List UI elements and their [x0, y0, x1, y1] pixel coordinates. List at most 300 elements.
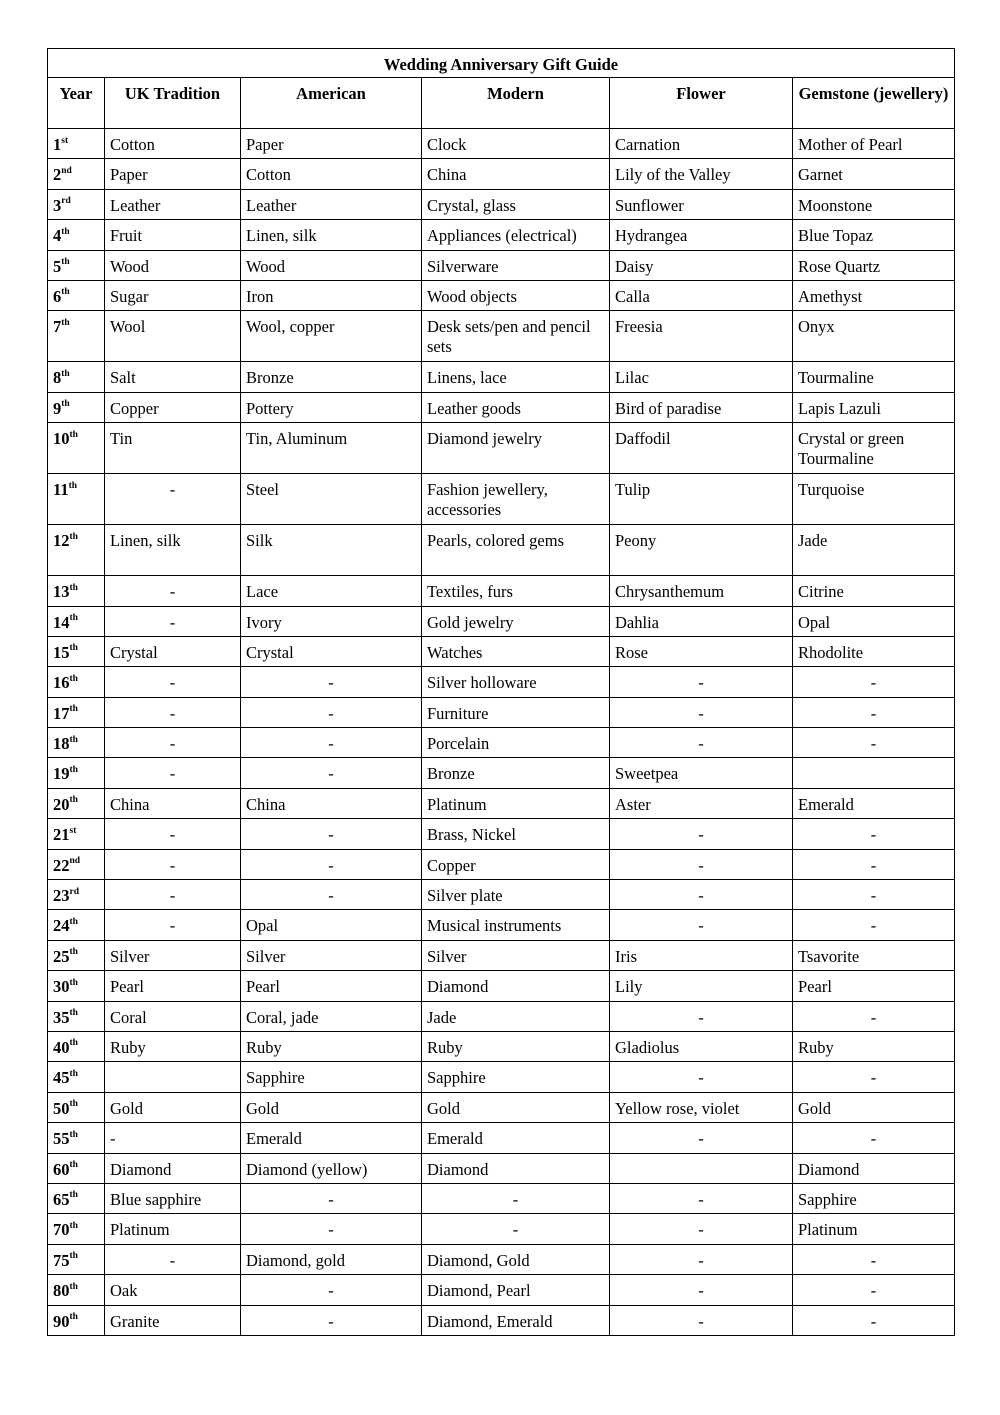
year-number: 12	[53, 531, 70, 551]
year-ordinal-suffix: rd	[69, 886, 79, 897]
flower-cell: Lilac	[610, 362, 793, 392]
flower-cell: Lily	[610, 971, 793, 1001]
year-cell	[48, 1275, 105, 1305]
table-row	[48, 1031, 955, 1061]
gemstone-cell: -	[793, 728, 955, 758]
year-ordinal-suffix: th	[69, 977, 78, 988]
year-ordinal-suffix: th	[69, 1281, 78, 1292]
modern-cell: -	[422, 1183, 610, 1213]
year-ordinal-suffix: nd	[61, 165, 72, 176]
american-cell: Emerald	[241, 1123, 422, 1153]
table-row	[48, 728, 955, 758]
gemstone-cell: Sapphire	[793, 1183, 955, 1213]
modern-cell: Pearls, colored gems	[422, 525, 610, 576]
year-cell	[48, 819, 105, 849]
american-cell: Opal	[241, 910, 422, 940]
uk-tradition-cell: Platinum	[105, 1214, 241, 1244]
table-row	[48, 392, 955, 422]
modern-cell: Linens, lace	[422, 362, 610, 392]
uk-tradition-cell: -	[105, 1244, 241, 1274]
uk-tradition-cell: Sugar	[105, 280, 241, 310]
table-title: Wedding Anniversary Gift Guide	[48, 49, 955, 78]
modern-cell: Fashion jewellery, accessories	[422, 474, 610, 525]
gemstone-cell: Platinum	[793, 1214, 955, 1244]
column-header-flower: Flower	[610, 78, 793, 129]
year-ordinal-suffix: rd	[61, 196, 71, 207]
table-body	[48, 129, 955, 1336]
flower-cell: -	[610, 1062, 793, 1092]
year-cell	[48, 1062, 105, 1092]
table-row	[48, 667, 955, 697]
flower-cell: Hydrangea	[610, 220, 793, 250]
year-number: 19	[53, 764, 70, 784]
american-cell: Gold	[241, 1092, 422, 1122]
flower-cell	[610, 1153, 793, 1183]
american-cell: Wool, copper	[241, 311, 422, 362]
gemstone-cell: Mother of Pearl	[793, 129, 955, 159]
year-cell	[48, 910, 105, 940]
modern-cell: Musical instruments	[422, 910, 610, 940]
table-row	[48, 636, 955, 666]
gemstone-cell: Rhodolite	[793, 636, 955, 666]
flower-cell: -	[610, 1275, 793, 1305]
year-cell	[48, 576, 105, 606]
american-cell: -	[241, 1275, 422, 1305]
gift-guide-table	[47, 48, 955, 1336]
column-header-gemstone: Gemstone (jewellery)	[793, 78, 955, 129]
year-number: 35	[53, 1007, 70, 1027]
table-row	[48, 971, 955, 1001]
modern-cell: Silver	[422, 940, 610, 970]
year-cell	[48, 189, 105, 219]
flower-cell: -	[610, 667, 793, 697]
uk-tradition-cell: -	[105, 880, 241, 910]
table-row	[48, 129, 955, 159]
table-row	[48, 1305, 955, 1335]
uk-tradition-cell: Wood	[105, 250, 241, 280]
uk-tradition-cell: -	[105, 606, 241, 636]
year-number: 70	[53, 1220, 70, 1240]
uk-tradition-cell: Salt	[105, 362, 241, 392]
flower-cell: Calla	[610, 280, 793, 310]
year-number: 23	[53, 886, 70, 906]
gemstone-cell: -	[793, 1123, 955, 1153]
american-cell: Wood	[241, 250, 422, 280]
uk-tradition-cell: China	[105, 788, 241, 818]
modern-cell: Platinum	[422, 788, 610, 818]
modern-cell: Jade	[422, 1001, 610, 1031]
year-number: 25	[53, 946, 70, 966]
modern-cell: Leather goods	[422, 392, 610, 422]
year-cell	[48, 1031, 105, 1061]
modern-cell: Watches	[422, 636, 610, 666]
modern-cell: Diamond jewelry	[422, 423, 610, 474]
year-ordinal-suffix: nd	[69, 856, 81, 867]
gemstone-cell: Crystal or green Tourmaline	[793, 423, 955, 474]
american-cell: Diamond (yellow)	[241, 1153, 422, 1183]
gemstone-cell: -	[793, 1062, 955, 1092]
gemstone-cell: -	[793, 667, 955, 697]
modern-cell: China	[422, 159, 610, 189]
modern-cell: Silver holloware	[422, 667, 610, 697]
modern-cell: Furniture	[422, 697, 610, 727]
year-cell	[48, 697, 105, 727]
uk-tradition-cell	[105, 1062, 241, 1092]
gemstone-cell: Blue Topaz	[793, 220, 955, 250]
year-ordinal-suffix: th	[69, 734, 78, 745]
year-ordinal-suffix: th	[69, 1038, 78, 1049]
american-cell: Cotton	[241, 159, 422, 189]
flower-cell: -	[610, 910, 793, 940]
american-cell: Lace	[241, 576, 422, 606]
year-cell	[48, 474, 105, 525]
year-ordinal-suffix: th	[69, 613, 78, 624]
uk-tradition-cell: -	[105, 474, 241, 525]
year-number: 50	[53, 1098, 70, 1118]
year-cell	[48, 1001, 105, 1031]
year-number: 90	[53, 1311, 70, 1331]
uk-tradition-cell: Oak	[105, 1275, 241, 1305]
modern-cell: Diamond, Gold	[422, 1244, 610, 1274]
year-ordinal-suffix: th	[69, 1312, 78, 1322]
uk-tradition-cell: -	[105, 819, 241, 849]
table-row	[48, 1183, 955, 1213]
year-number: 80	[53, 1281, 70, 1301]
modern-cell: Crystal, glass	[422, 189, 610, 219]
american-cell: Ruby	[241, 1031, 422, 1061]
american-cell: Diamond, gold	[241, 1244, 422, 1274]
year-cell	[48, 1214, 105, 1244]
uk-tradition-cell: -	[105, 849, 241, 879]
year-cell	[48, 1153, 105, 1183]
american-cell: Iron	[241, 280, 422, 310]
american-cell: Coral, jade	[241, 1001, 422, 1031]
year-ordinal-suffix: th	[69, 531, 78, 542]
year-cell	[48, 667, 105, 697]
year-number: 65	[53, 1189, 70, 1209]
flower-cell: Carnation	[610, 129, 793, 159]
year-ordinal-suffix: th	[69, 795, 78, 806]
modern-cell: Copper	[422, 849, 610, 879]
gemstone-cell: -	[793, 849, 955, 879]
modern-cell: Clock	[422, 129, 610, 159]
year-ordinal-suffix: th	[61, 399, 70, 410]
gemstone-cell: Amethyst	[793, 280, 955, 310]
american-cell: Ivory	[241, 606, 422, 636]
flower-cell: Yellow rose, violet	[610, 1092, 793, 1122]
year-ordinal-suffix: th	[69, 1190, 78, 1201]
column-header-modern: Modern	[422, 78, 610, 129]
table-row	[48, 1244, 955, 1274]
flower-cell: Lily of the Valley	[610, 159, 793, 189]
modern-cell: Wood objects	[422, 280, 610, 310]
american-cell: Tin, Aluminum	[241, 423, 422, 474]
modern-cell: Gold	[422, 1092, 610, 1122]
column-header-american: American	[241, 78, 422, 129]
gemstone-cell: Ruby	[793, 1031, 955, 1061]
year-ordinal-suffix: th	[69, 1068, 78, 1079]
modern-cell: Porcelain	[422, 728, 610, 758]
year-cell	[48, 1244, 105, 1274]
table-row	[48, 940, 955, 970]
uk-tradition-cell: Tin	[105, 423, 241, 474]
uk-tradition-cell: Wool	[105, 311, 241, 362]
year-ordinal-suffix: th	[68, 480, 78, 491]
year-ordinal-suffix: th	[61, 317, 70, 328]
flower-cell: Bird of paradise	[610, 392, 793, 422]
table-row	[48, 1123, 955, 1153]
uk-tradition-cell: Pearl	[105, 971, 241, 1001]
uk-tradition-cell: Fruit	[105, 220, 241, 250]
uk-tradition-cell: -	[105, 758, 241, 788]
table-row	[48, 1214, 955, 1244]
year-cell	[48, 636, 105, 666]
modern-cell: Sapphire	[422, 1062, 610, 1092]
year-cell	[48, 525, 105, 576]
year-cell	[48, 423, 105, 474]
gemstone-cell: Gold	[793, 1092, 955, 1122]
american-cell: Sapphire	[241, 1062, 422, 1092]
uk-tradition-cell: Leather	[105, 189, 241, 219]
year-cell	[48, 1092, 105, 1122]
table-row	[48, 606, 955, 636]
year-ordinal-suffix: th	[69, 916, 78, 927]
modern-cell: Silverware	[422, 250, 610, 280]
american-cell: Steel	[241, 474, 422, 525]
table-row	[48, 189, 955, 219]
year-ordinal-suffix: th	[69, 582, 78, 593]
table-row	[48, 362, 955, 392]
table-row	[48, 250, 955, 280]
flower-cell: Freesia	[610, 311, 793, 362]
flower-cell: -	[610, 1123, 793, 1153]
table-row	[48, 697, 955, 727]
uk-tradition-cell: Crystal	[105, 636, 241, 666]
year-cell	[48, 280, 105, 310]
uk-tradition-cell: -	[105, 576, 241, 606]
american-cell: -	[241, 667, 422, 697]
american-cell: Bronze	[241, 362, 422, 392]
table-row	[48, 423, 955, 474]
flower-cell: Dahlia	[610, 606, 793, 636]
year-ordinal-suffix: th	[69, 643, 78, 654]
flower-cell: Peony	[610, 525, 793, 576]
gemstone-cell: Opal	[793, 606, 955, 636]
flower-cell: Gladiolus	[610, 1031, 793, 1061]
year-cell	[48, 880, 105, 910]
year-ordinal-suffix: th	[69, 1099, 78, 1110]
flower-cell: Daisy	[610, 250, 793, 280]
table-row	[48, 159, 955, 189]
year-ordinal-suffix: th	[69, 673, 78, 684]
gemstone-cell: -	[793, 910, 955, 940]
year-ordinal-suffix: th	[69, 1008, 78, 1019]
flower-cell: -	[610, 880, 793, 910]
year-cell	[48, 971, 105, 1001]
year-ordinal-suffix: th	[69, 764, 78, 775]
year-ordinal-suffix: th	[69, 947, 78, 958]
american-cell: Paper	[241, 129, 422, 159]
year-cell	[48, 362, 105, 392]
uk-tradition-cell: -	[105, 697, 241, 727]
flower-cell: -	[610, 1183, 793, 1213]
year-number: 60	[53, 1159, 70, 1179]
year-ordinal-suffix: st	[69, 825, 77, 836]
american-cell: Silk	[241, 525, 422, 576]
uk-tradition-cell: Linen, silk	[105, 525, 241, 576]
uk-tradition-cell: -	[105, 910, 241, 940]
year-ordinal-suffix: th	[69, 1220, 78, 1231]
uk-tradition-cell: Gold	[105, 1092, 241, 1122]
gemstone-cell: -	[793, 697, 955, 727]
table-row	[48, 474, 955, 525]
column-header-uk-tradition: UK Tradition	[105, 78, 241, 129]
modern-cell: Gold jewelry	[422, 606, 610, 636]
uk-tradition-cell: Diamond	[105, 1153, 241, 1183]
year-cell	[48, 129, 105, 159]
american-cell: -	[241, 1214, 422, 1244]
year-cell	[48, 758, 105, 788]
gemstone-cell: Pearl	[793, 971, 955, 1001]
flower-cell: Sweetpea	[610, 758, 793, 788]
modern-cell: Emerald	[422, 1123, 610, 1153]
modern-cell: Desk sets/pen and pencil sets	[422, 311, 610, 362]
flower-cell: Rose	[610, 636, 793, 666]
year-number: 8	[53, 368, 62, 388]
year-cell	[48, 1305, 105, 1335]
modern-cell: Diamond	[422, 1153, 610, 1183]
american-cell: Pearl	[241, 971, 422, 1001]
year-cell	[48, 250, 105, 280]
year-ordinal-suffix: th	[69, 704, 78, 715]
american-cell: -	[241, 1183, 422, 1213]
modern-cell: Brass, Nickel	[422, 819, 610, 849]
american-cell: China	[241, 788, 422, 818]
flower-cell: -	[610, 728, 793, 758]
year-number: 14	[53, 612, 70, 632]
gemstone-cell: Tourmaline	[793, 362, 955, 392]
flower-cell: Tulip	[610, 474, 793, 525]
table-row	[48, 1275, 955, 1305]
uk-tradition-cell: Paper	[105, 159, 241, 189]
table-row	[48, 1153, 955, 1183]
year-number: 16	[53, 673, 70, 693]
year-number: 18	[53, 734, 70, 754]
gemstone-cell: -	[793, 1305, 955, 1335]
year-cell	[48, 849, 105, 879]
flower-cell: -	[610, 1244, 793, 1274]
gemstone-cell: -	[793, 1275, 955, 1305]
flower-cell: Iris	[610, 940, 793, 970]
year-number: 10	[53, 429, 70, 449]
year-cell	[48, 392, 105, 422]
year-ordinal-suffix: th	[69, 1251, 78, 1262]
american-cell: -	[241, 728, 422, 758]
gemstone-cell	[793, 758, 955, 788]
flower-cell: -	[610, 1214, 793, 1244]
year-number: 13	[53, 582, 70, 602]
uk-tradition-cell: Granite	[105, 1305, 241, 1335]
table-row	[48, 1062, 955, 1092]
year-number: 45	[53, 1068, 70, 1088]
uk-tradition-cell: -	[105, 728, 241, 758]
year-number: 4	[53, 226, 62, 246]
year-cell	[48, 159, 105, 189]
table-row	[48, 1092, 955, 1122]
flower-cell: -	[610, 849, 793, 879]
year-number: 6	[53, 286, 62, 306]
uk-tradition-cell: Copper	[105, 392, 241, 422]
gemstone-cell: Moonstone	[793, 189, 955, 219]
american-cell: Crystal	[241, 636, 422, 666]
flower-cell: Sunflower	[610, 189, 793, 219]
flower-cell: -	[610, 1305, 793, 1335]
american-cell: Silver	[241, 940, 422, 970]
year-ordinal-suffix: th	[69, 429, 78, 440]
table-row	[48, 576, 955, 606]
flower-cell: -	[610, 1001, 793, 1031]
gemstone-cell: Rose Quartz	[793, 250, 955, 280]
american-cell: -	[241, 1305, 422, 1335]
american-cell: Linen, silk	[241, 220, 422, 250]
year-cell	[48, 1123, 105, 1153]
table-row	[48, 910, 955, 940]
year-number: 3	[53, 195, 62, 215]
table-row	[48, 788, 955, 818]
gemstone-cell: Citrine	[793, 576, 955, 606]
year-number: 55	[53, 1129, 70, 1149]
flower-cell: -	[610, 819, 793, 849]
gemstone-cell: -	[793, 880, 955, 910]
year-number: 2	[53, 165, 62, 185]
year-cell	[48, 728, 105, 758]
year-number: 7	[53, 317, 62, 337]
header-row	[48, 78, 955, 129]
year-cell	[48, 788, 105, 818]
year-number: 11	[53, 480, 69, 500]
gemstone-cell: -	[793, 1001, 955, 1031]
table-row	[48, 220, 955, 250]
year-number: 22	[53, 855, 70, 875]
gemstone-cell: -	[793, 819, 955, 849]
table-row	[48, 819, 955, 849]
uk-tradition-cell: Ruby	[105, 1031, 241, 1061]
gemstone-cell: Jade	[793, 525, 955, 576]
gemstone-cell: Diamond	[793, 1153, 955, 1183]
year-number: 20	[53, 794, 70, 814]
year-ordinal-suffix: th	[69, 1160, 78, 1171]
modern-cell: Bronze	[422, 758, 610, 788]
year-number: 40	[53, 1037, 70, 1057]
uk-tradition-cell: Cotton	[105, 129, 241, 159]
table-row	[48, 525, 955, 576]
year-ordinal-suffix: th	[69, 1129, 78, 1140]
year-number: 17	[53, 703, 70, 723]
table-row	[48, 280, 955, 310]
year-cell	[48, 940, 105, 970]
american-cell: -	[241, 697, 422, 727]
gemstone-cell: Tsavorite	[793, 940, 955, 970]
year-ordinal-suffix: th	[61, 257, 70, 268]
modern-cell: Diamond, Pearl	[422, 1275, 610, 1305]
year-number: 9	[53, 398, 62, 418]
table-row	[48, 311, 955, 362]
year-ordinal-suffix: th	[61, 368, 70, 379]
year-number: 5	[53, 256, 62, 276]
table-row	[48, 849, 955, 879]
uk-tradition-cell: Blue sapphire	[105, 1183, 241, 1213]
year-number: 1	[53, 135, 62, 154]
